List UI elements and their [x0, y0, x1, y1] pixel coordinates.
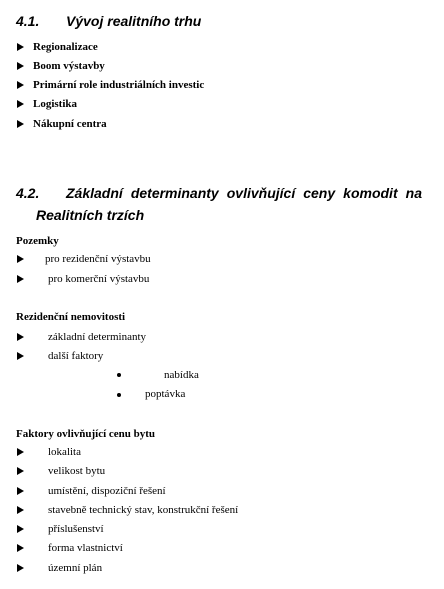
section-title: Vývoj realitního trhu [66, 13, 202, 29]
list-item: příslušenství [48, 523, 104, 535]
arrow-bullet-icon [17, 43, 24, 51]
arrow-bullet-icon [17, 544, 24, 552]
arrow-bullet-icon [17, 467, 24, 475]
list-item: pro rezidenční výstavbu [45, 253, 151, 265]
list-item: lokalita [48, 446, 81, 458]
list-item: Nákupní centra [33, 118, 107, 130]
section-number: 4.1. [16, 13, 40, 29]
arrow-bullet-icon [17, 120, 24, 128]
list-item: další faktory [48, 350, 104, 362]
title-word: ceny [303, 185, 336, 201]
title-word: Základní [66, 185, 123, 201]
list-item: Primární role industriálních investic [33, 79, 205, 91]
sub-list-item: nabídka [164, 369, 199, 381]
list-item: pro komerční výstavbu [48, 273, 150, 285]
title-word: komodit [343, 185, 398, 201]
arrow-bullet-icon [17, 100, 24, 108]
arrow-bullet-icon [17, 506, 24, 514]
dot-bullet-icon [117, 373, 121, 377]
title-word: na [405, 185, 422, 201]
list-item: Regionalizace [33, 41, 98, 53]
title-word: ovlivňující [226, 185, 296, 201]
arrow-bullet-icon [17, 81, 24, 89]
arrow-bullet-icon [17, 352, 24, 360]
title-word: determinanty [130, 185, 219, 201]
list-item: umístění, dispoziční řešení [48, 485, 166, 497]
list-item: stavebně technický stav, konstrukční řešení [48, 504, 239, 516]
list-item: velikost bytu [48, 465, 106, 477]
arrow-bullet-icon [17, 333, 24, 341]
arrow-bullet-icon [17, 275, 24, 283]
section-title [66, 185, 422, 201]
section-number: 4.2. [16, 185, 40, 201]
arrow-bullet-icon [17, 255, 24, 263]
section-title-continuation: Realitních trzích [36, 207, 145, 223]
subheading-pozemky: Pozemky [16, 235, 59, 247]
subheading-faktory: Faktory ovlivňující cenu bytu [16, 428, 156, 440]
arrow-bullet-icon [17, 525, 24, 533]
dot-bullet-icon [117, 393, 121, 397]
arrow-bullet-icon [17, 487, 24, 495]
list-item: územní plán [48, 562, 103, 574]
arrow-bullet-icon [17, 448, 24, 456]
subheading-rezidencni: Rezidenční nemovitosti [16, 311, 126, 323]
list-item: Logistika [33, 98, 78, 110]
arrow-bullet-icon [17, 62, 24, 70]
sub-list-item: poptávka [145, 388, 186, 400]
arrow-bullet-icon [17, 564, 24, 572]
list-item: základní determinanty [48, 331, 147, 343]
list-item: Boom výstavby [33, 60, 105, 72]
list-item: forma vlastnictví [48, 542, 123, 554]
